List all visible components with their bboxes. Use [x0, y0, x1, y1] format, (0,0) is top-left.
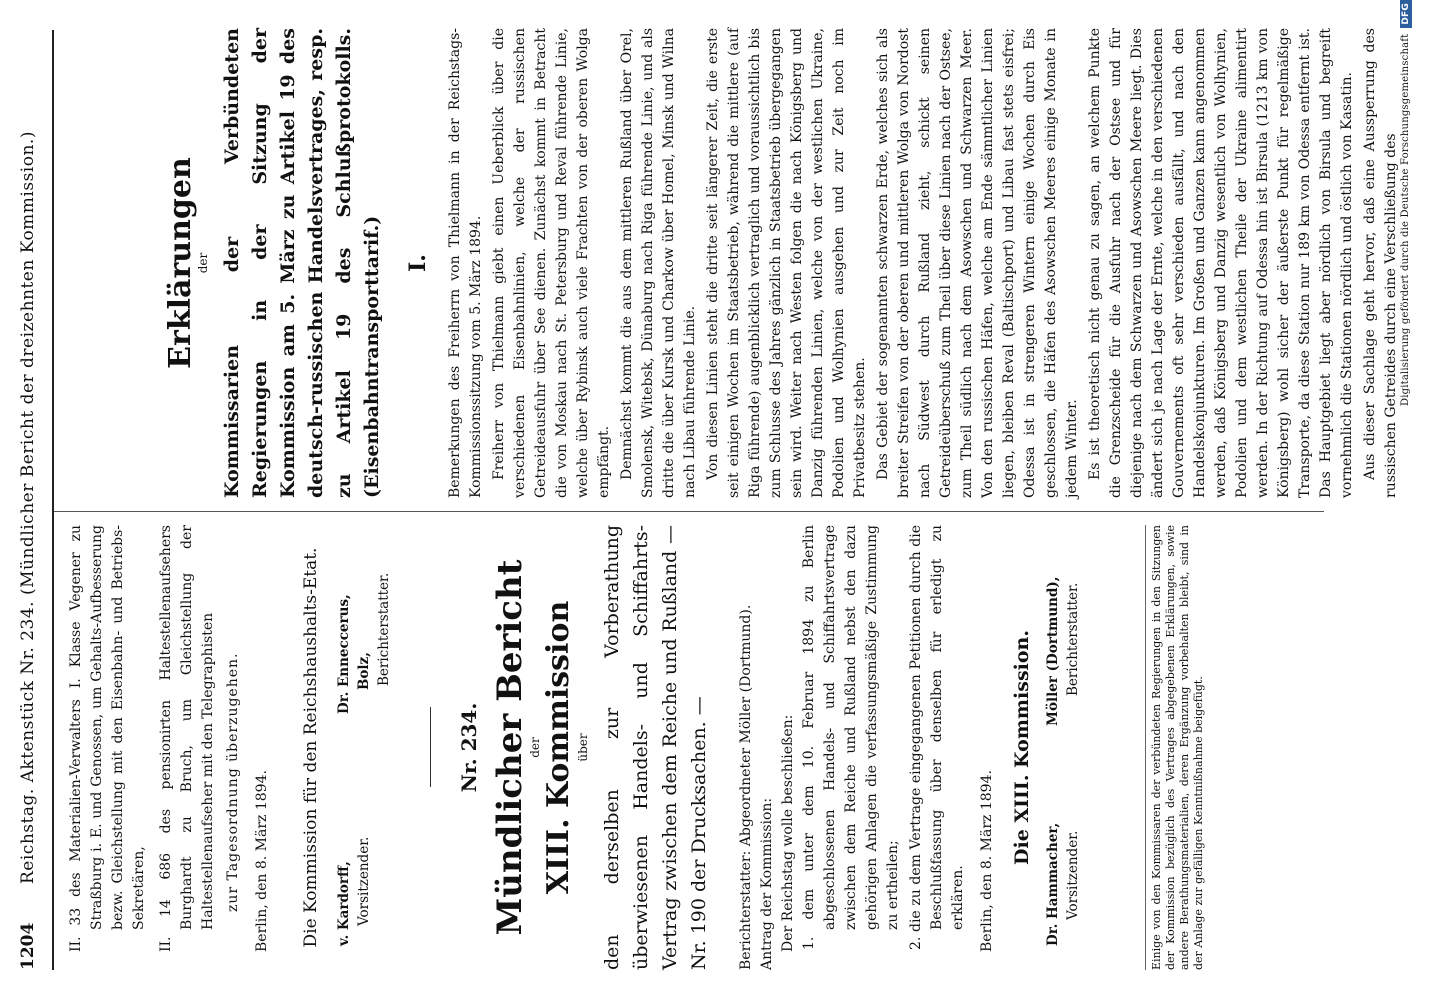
tagesordnung-text: zur Tagesordnung überzugehen.	[225, 652, 241, 912]
digitization-credit	[1400, 0, 1412, 440]
signatory-role: Berichterstatter.	[1065, 582, 1081, 696]
intro-paragraph: Bemerkungen des Freiherrn von Thielmann in der Reichstags-Kommissionssitzung vom 5. März 1894.	[447, 28, 484, 498]
report-title: Mündlicher Bericht	[490, 559, 530, 936]
date-line: Berlin, den 8. März 1894.	[254, 770, 270, 952]
signatory-name: Bolz,	[356, 652, 372, 690]
commission-heading: Die Kommission für den Reichshaushalts-Etat.	[301, 547, 321, 948]
motion-heading: Antrag der Kommission:	[759, 797, 775, 970]
page-number: 1204	[18, 922, 38, 970]
motion-point: 1. dem unter dem 10. Februar 1894 zu Berlin abgeschlossenen Handels- und Schiffahrtsvertrage zwischen dem Reiche und Rußland nebst den dazu gehörigen Anlagen die verfassungsmäßige Zustimmung zu ertheilen;	[801, 525, 901, 950]
list-item: II. 14 686 des pensionirten Haltestellenaufsehers Burghardt zu Bruch, um Gleichstellung der Haltestellenaufseher mit den Telegraphisten	[158, 525, 216, 952]
page-header	[18, 30, 48, 970]
motion-point: 2. die zu dem Vertrage eingegangenen Petitionen durch die Beschlußfassung über denselben für erledigt zu erklären.	[908, 525, 966, 950]
signatory-role: Berichterstatter.	[376, 572, 392, 686]
credit-text: Digitalisierung gefördert durch die Deutsche Forschungsgemeinschaft	[1400, 33, 1411, 407]
body-paragraph: Das Gebiet der sogenannten schwarzen Erde, welches sich als breiter Streifen von der oberen und mittleren Wolga von Nordost nach Südwest durch Rußland zieht, schickt seinen Getreideüberschuß zum Theil über diese Linien nach der Ostsee, zum Theil südlich nach dem Asowschen und Schwarzen Meer. Von den russischen Häfen, welche am Ende sämmtlicher Linien liegen, bleiben Reval (Baltischport) und Libau fast stets eisfrei; Odessa ist in strengeren Wintern einige Wochen durch Eis geschlossen, die Häfen des Asowschen Meeres einige Monate in jedem Winter.	[875, 28, 1080, 498]
connector-der: der	[196, 252, 210, 274]
signatory-name: Möller (Dortmund),	[1045, 576, 1061, 726]
signatory-name: Dr. Enneccerus,	[336, 594, 352, 714]
explanations-heading: Erklärungen	[163, 157, 198, 369]
signatory-role: Vorsitzender.	[356, 836, 372, 926]
header-rule	[52, 30, 54, 970]
list-item: II. 33 des Materialien-Verwalters I. Klasse Vegener zu Straßburg i. E. und Genossen, um Gehalts-Aufbesserung bezw. Gleichstellung mit den Eisenbahn- und Betriebs-Sekretären,	[68, 525, 147, 952]
signatory-name: Dr. Hammacher,	[1045, 822, 1061, 946]
body-paragraph: Aus dieser Sachlage geht hervor, daß eine Aussperrung des russischen Getreides durch eine Verschließung des	[1362, 28, 1399, 498]
signature-block	[1043, 525, 1089, 970]
connector-der: der	[528, 737, 542, 758]
commission-signoff: Die XIII. Kommission.	[1011, 630, 1033, 865]
column-divider	[54, 511, 1324, 512]
commission-title: XIII. Kommission	[541, 600, 576, 895]
resolve-line: Der Reichstag wolle beschließen:	[780, 714, 796, 952]
body-paragraph: Von diesen Linien steht die dritte seit längerer Zeit, die erste seit einigen Wochen im Staatsbetrieb, während die mittlere (auf Riga führende) augenblicklich vertraglich und voraussichtlich bis zum Schlusse des Jahres gänzlich in Staatsbetrieb übergegangen sein wird. Weiter nach Westen folgen die nach Königsberg und Danzig führenden Linien, welche von der westlichen Ukraine, Podolien und Wolhynien ausgehen und zur Zeit noch im Privatbesitz stehen.	[705, 28, 868, 498]
date-line: Berlin, den 8. März 1894.	[979, 770, 995, 952]
dfg-logo: DFG	[1400, 0, 1412, 28]
left-column	[66, 525, 1206, 970]
explanations-subheading: Kommissarien der Verbündeten Regierungen in der Sitzung der Kommission am 5. März zu Artikel 19 des deutsch-russischen Handelsvertrages, resp. zu Artikel 19 des Schlußprotokolls. (Eisenbahntransporttarif.)	[221, 28, 383, 498]
body-paragraph: Freiherr von Thielmann giebt einen Ueberblick über die verschiedenen Eisenbahnlinien, welche der russischen Getreideausfuhr über See dienen. Zunächst kommt in Betracht die von Moskau nach St. Petersburg und Reval führende Linie, welche über Rybinsk auch viele Frachten von der oberen Wolga empfängt.	[491, 28, 612, 498]
footnote: Einige von den Kommissaren der verbündeten Regierungen in den Sitzungen der Kommission bezüglich des Vertrages abgegebenen Erklärungen, sowie andere Berathungsmaterialien, deren Ergänzung vorbehalten bleibt, sind in der Anlage zur gefälligen Kenntnißnahme beigefügt.	[1145, 525, 1206, 970]
report-number: Nr. 234.	[457, 702, 481, 793]
signatory-role: Vorsitzender.	[1065, 830, 1081, 920]
right-column	[66, 28, 1404, 498]
section-divider	[430, 708, 431, 788]
signatory-name: v. Kardorff,	[336, 861, 352, 946]
report-subject: den derselben zur Vorberathung überwiesenen Handels- und Schiffahrts-Vertrag zwischen dem Reiche und Rußland — Nr. 190 der Drucksachen. —	[601, 525, 710, 970]
connector-ueber: über	[576, 733, 590, 762]
rapporteur: Berichterstatter: Abgeordneter Möller (Dortmund).	[738, 604, 754, 970]
body-paragraph: Es ist theoretisch nicht genau zu sagen, an welchem Punkte die Grenzscheide für die Ausfuhr nach der Ostsee und für diejenige nach dem Schwarzen und Asowschen Meere liegt. Dies ändert sich je nach Lage der Ernte, welche in den verschiedenen Gouvernements oft sehr verschieden ausfällt, und nach den Handelskonjunkturen. Im Großen und Ganzen kann angenommen werden, daß Königsberg und Danzig wesentlich von Wolhynien, Podolien und dem westlichen Theile der Ukraine alimentirt werden. In der Richtung auf Odessa hin ist Birsula (1213 km von Königsberg) wohl sicher der äußerste Punkt für regelmäßige Transporte, da diese Station nur 189 km von Odessa entfernt ist. Das Hauptgebiet liegt aber nördlich von Birsula und begreift vornehmlich die Stationen nördlich und östlich von Kasatin.	[1087, 28, 1355, 498]
signature-block	[334, 525, 396, 970]
section-roman: I.	[405, 254, 431, 272]
body-paragraph: Demnächst kommt die aus dem mittleren Rußland über Orel, Smolensk, Witebsk, Dünaburg nach Riga führende Linie, und als dritte die über Kursk und Charkow über Homel, Minsk und Wilna nach Libau führende Linie.	[619, 28, 698, 498]
header-title: Reichstag. Aktenstück Nr. 234. (Mündlicher Bericht der dreizehnten Kommission.)	[18, 131, 38, 884]
